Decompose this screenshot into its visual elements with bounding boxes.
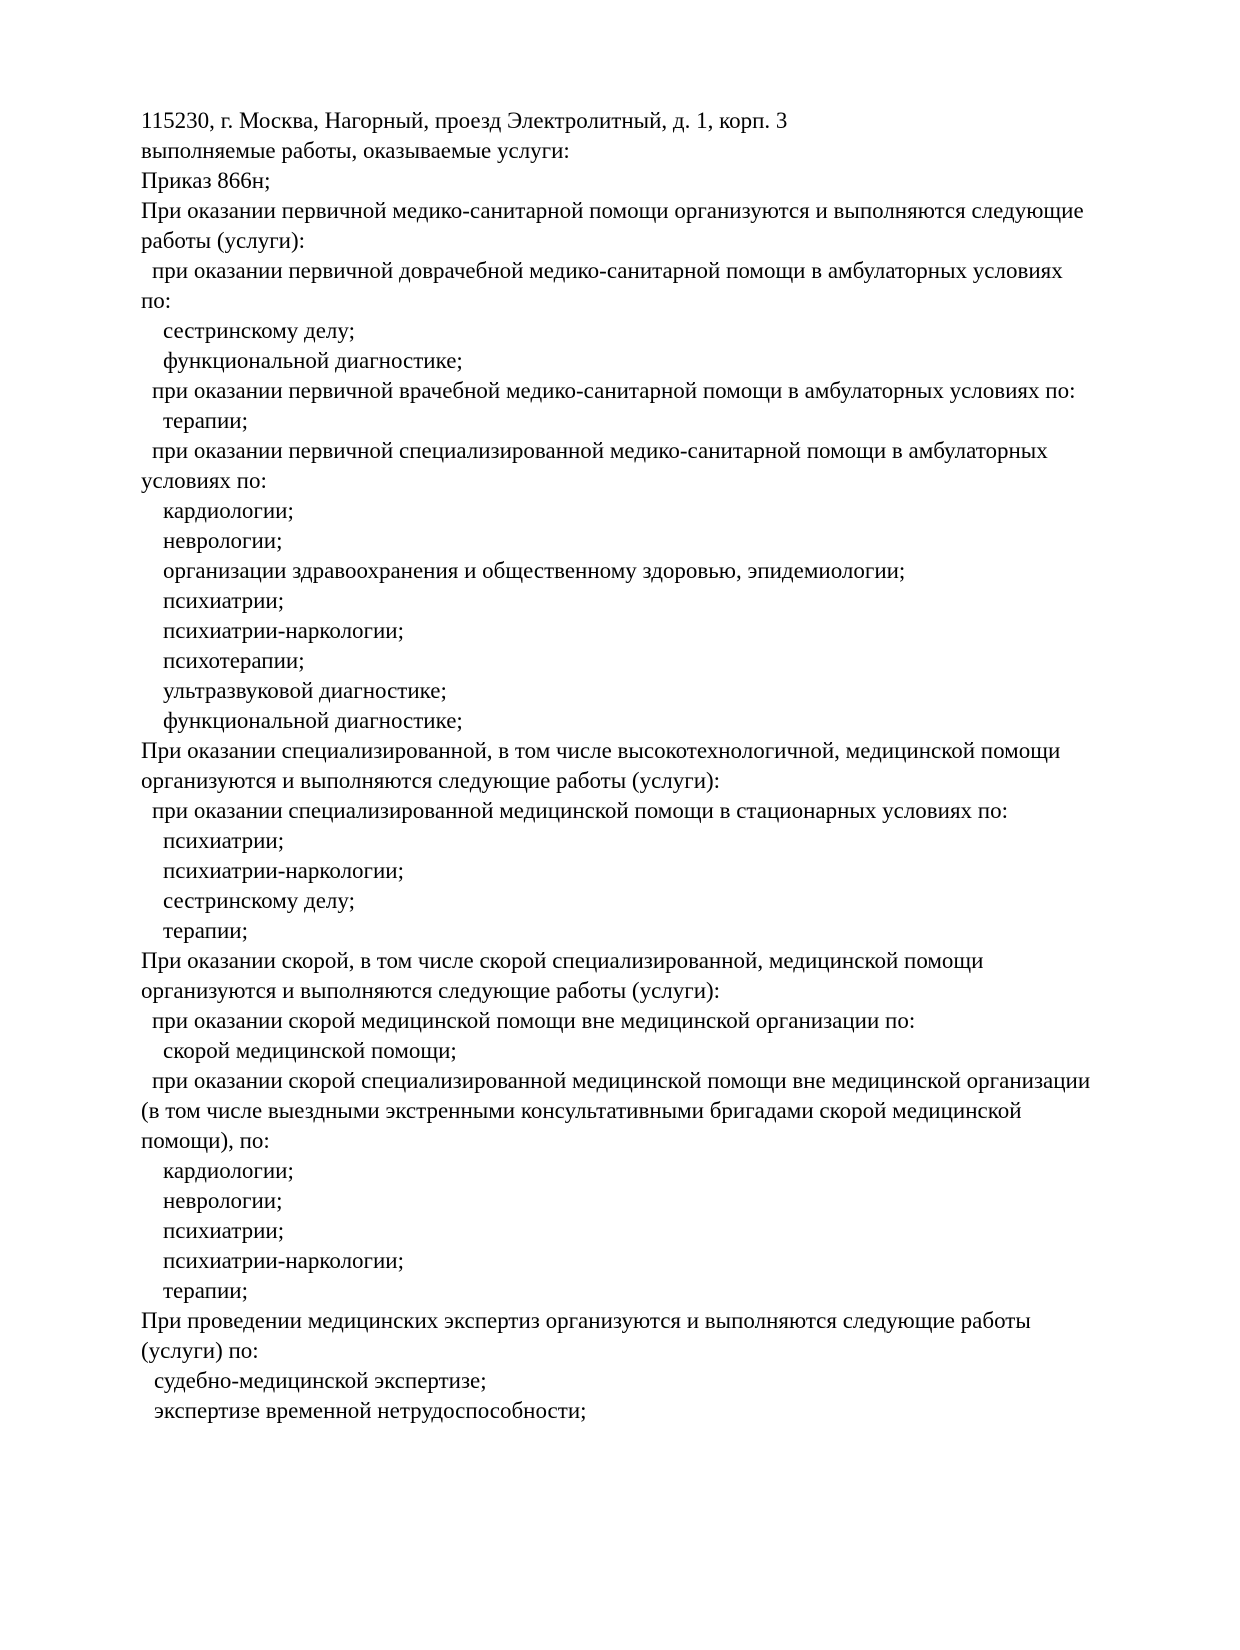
text-line: психиатрии-наркологии; <box>163 858 404 883</box>
text-line: психиатрии; <box>163 1218 285 1243</box>
text-line: терапии; <box>163 408 248 433</box>
text-line: функциональной диагностике; <box>163 348 463 373</box>
text-line: неврологии; <box>163 1188 283 1213</box>
text-line: сестринскому делу; <box>163 888 355 913</box>
license-services-text <box>141 106 1201 1426</box>
text-line: по: <box>141 288 172 313</box>
text-line: условиях по: <box>141 468 267 493</box>
text-line: психиатрии-наркологии; <box>163 618 404 643</box>
text-line: (в том числе выездными экстренными консультативными бригадами скорой медицинской <box>141 1098 1022 1123</box>
text-line: терапии; <box>163 1278 248 1303</box>
text-line: судебно-медицинской экспертизе; <box>154 1368 487 1393</box>
text-line: 115230, г. Москва, Нагорный, проезд Электролитный, д. 1, корп. 3 <box>141 108 788 133</box>
text-line: при оказании скорой медицинской помощи вне медицинской организации по: <box>152 1008 916 1033</box>
text-line: при оказании первичной врачебной медико-санитарной помощи в амбулаторных условиях по: <box>152 378 1076 403</box>
text-line: неврологии; <box>163 528 283 553</box>
text-line: сестринскому делу; <box>163 318 355 343</box>
text-line: кардиологии; <box>163 498 294 523</box>
text-line: организации здравоохранения и общественному здоровью, эпидемиологии; <box>163 558 906 583</box>
text-line: Приказ 866н; <box>141 168 271 193</box>
text-line: при оказании первичной специализированной медико-санитарной помощи в амбулаторных <box>152 438 1048 463</box>
text-line: работы (услуги): <box>141 228 305 253</box>
text-line: психиатрии-наркологии; <box>163 1248 404 1273</box>
text-line: ультразвуковой диагностике; <box>163 678 447 703</box>
text-line: психотерапии; <box>163 648 305 673</box>
text-line: При оказании первичной медико-санитарной помощи организуются и выполняются следующие <box>141 198 1084 223</box>
text-line: При оказании скорой, в том числе скорой специализированной, медицинской помощи <box>141 948 984 973</box>
text-line: при оказании скорой специализированной медицинской помощи вне медицинской организации <box>152 1068 1091 1093</box>
text-line: выполняемые работы, оказываемые услуги: <box>141 138 570 163</box>
text-line: скорой медицинской помощи; <box>163 1038 457 1063</box>
text-line: кардиологии; <box>163 1158 294 1183</box>
text-line: психиатрии; <box>163 828 285 853</box>
text-line: экспертизе временной нетрудоспособности; <box>154 1398 587 1423</box>
text-line: организуются и выполняются следующие работы (услуги): <box>141 978 721 1003</box>
text-line: терапии; <box>163 918 248 943</box>
text-line: организуются и выполняются следующие работы (услуги): <box>141 768 721 793</box>
text-line: помощи), по: <box>141 1128 270 1153</box>
text-line: психиатрии; <box>163 588 285 613</box>
text-line: при оказании специализированной медицинской помощи в стационарных условиях по: <box>152 798 1008 823</box>
text-line: При проведении медицинских экспертиз организуются и выполняются следующие работы <box>141 1308 1031 1333</box>
text-line: (услуги) по: <box>141 1338 259 1363</box>
text-line: При оказании специализированной, в том числе высокотехнологичной, медицинской помощи <box>141 738 1061 763</box>
text-line: при оказании первичной доврачебной медико-санитарной помощи в амбулаторных условиях <box>152 258 1063 283</box>
text-line: функциональной диагностике; <box>163 708 463 733</box>
